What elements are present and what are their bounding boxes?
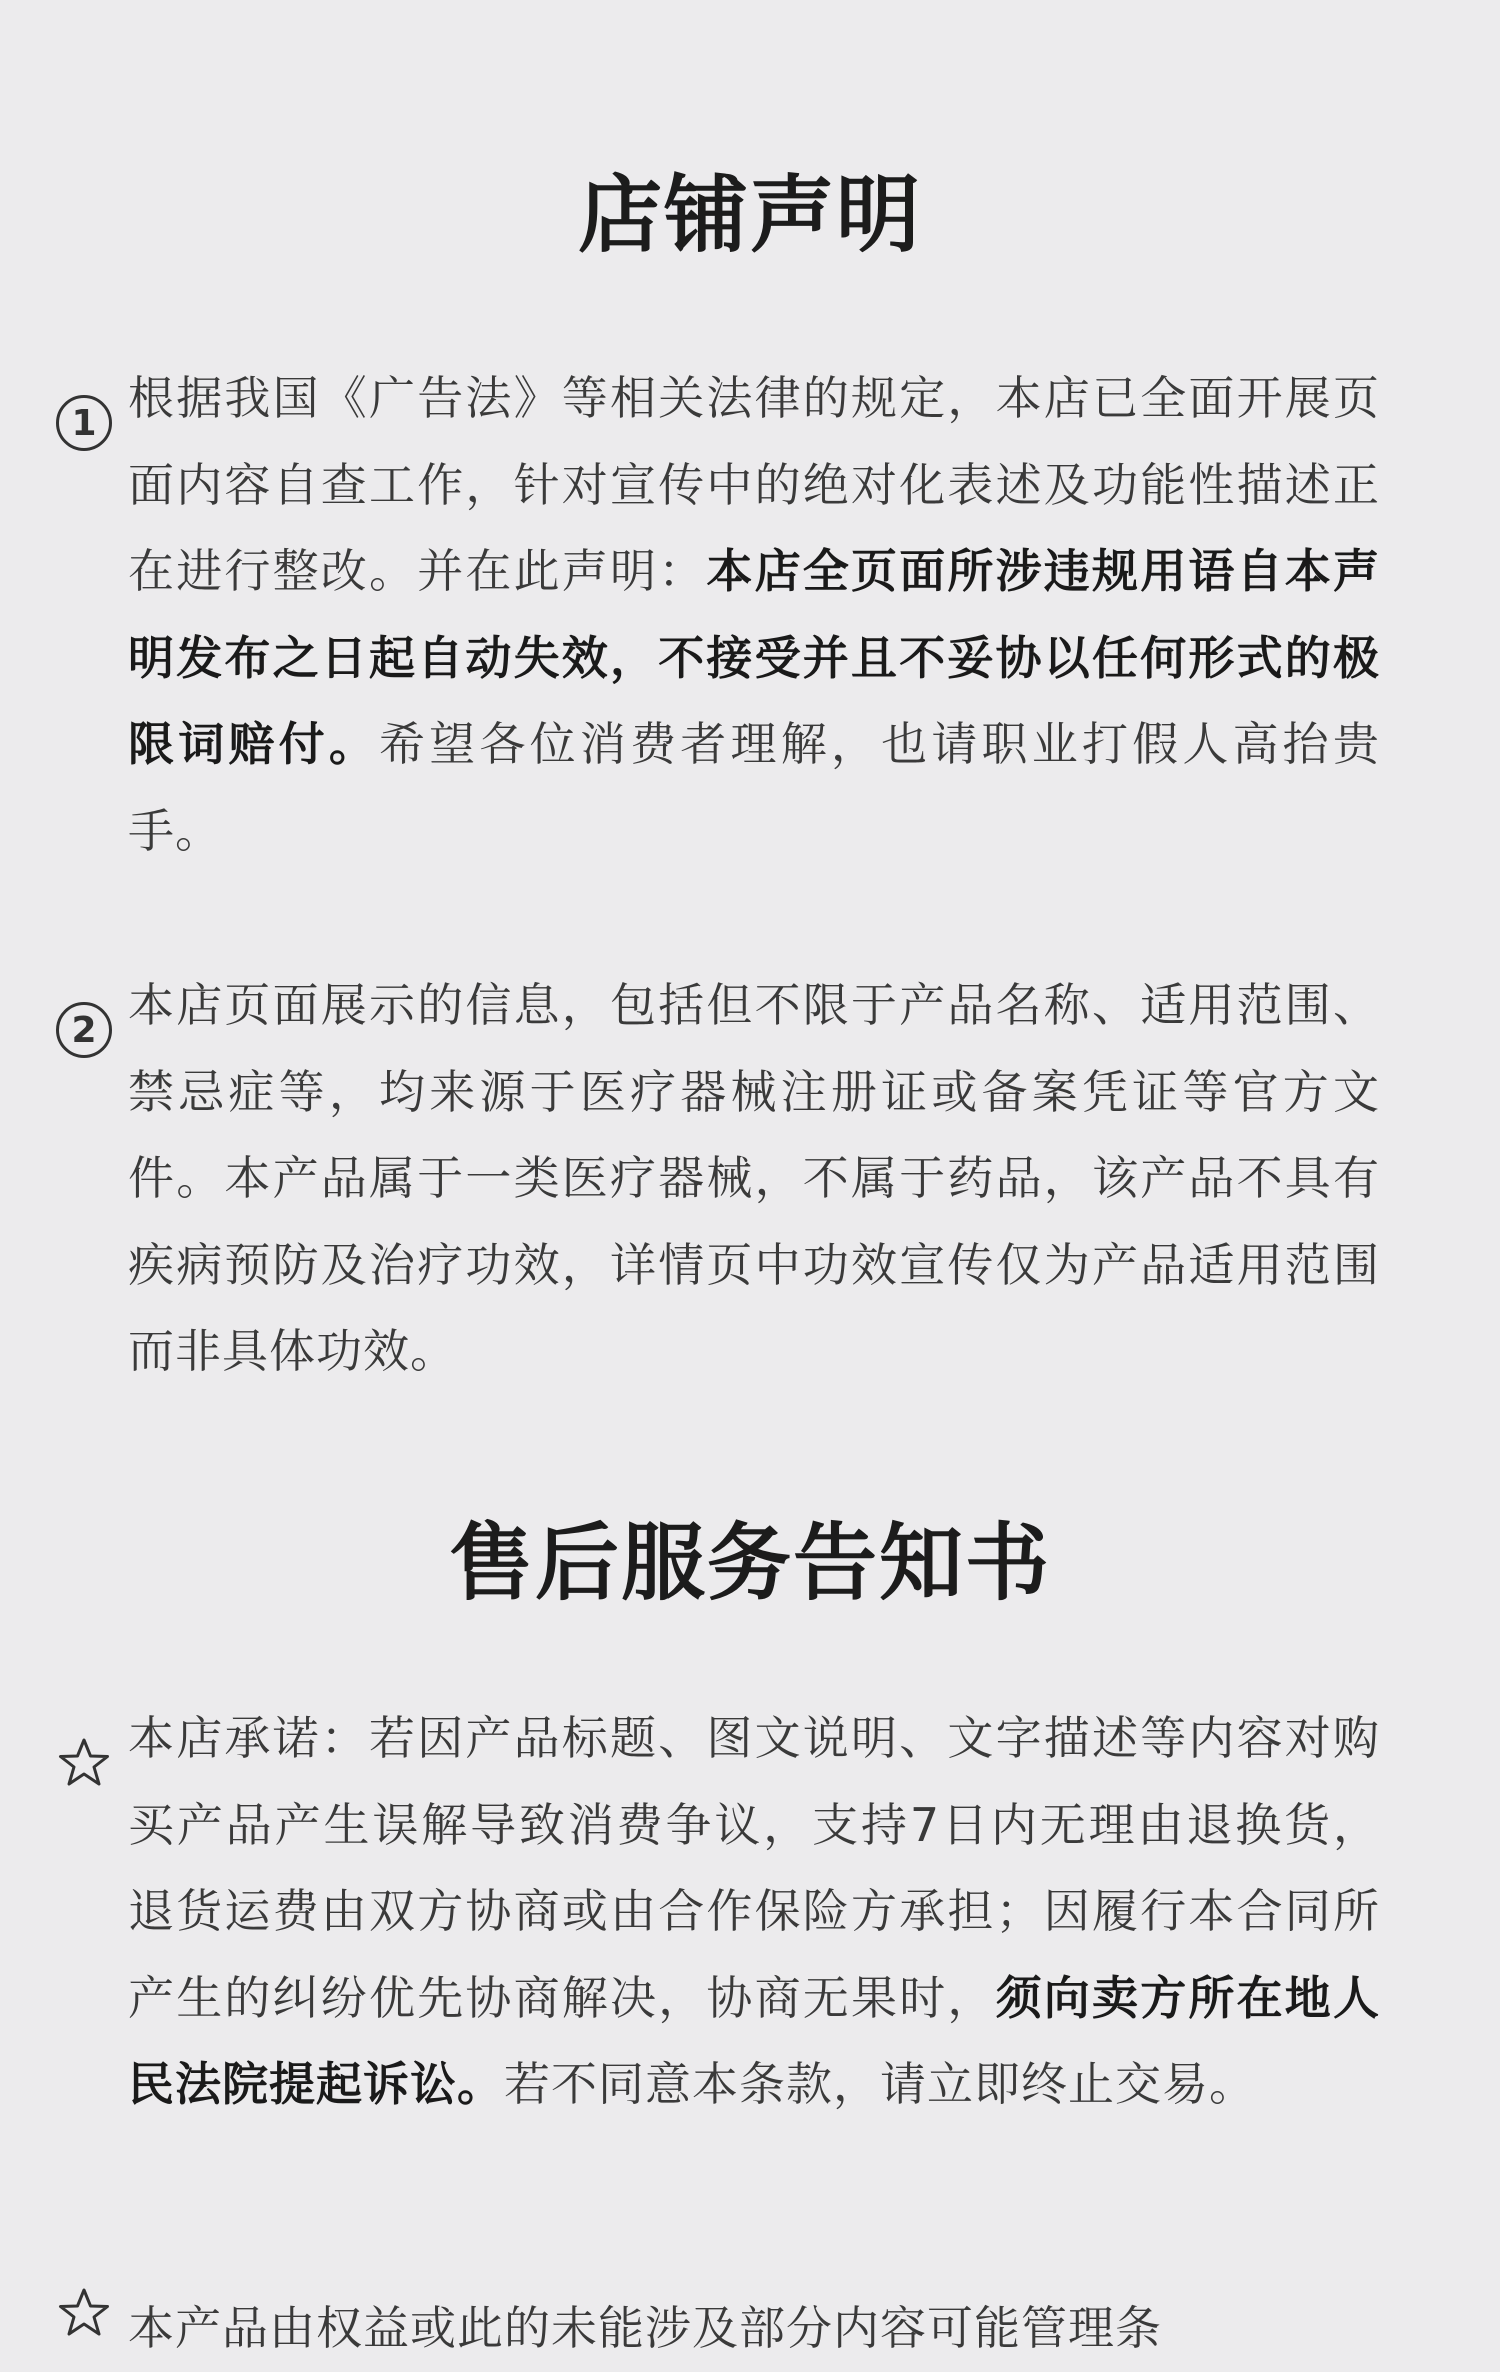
statement-item-1-text <box>128 355 1380 874</box>
star-icon <box>56 2285 112 2341</box>
after-sales-item-1-text-b: 若不同意本条款，请立即终止交易。 <box>504 2057 1256 2111</box>
after-sales-item-1-text-a: 本店承诺：若因产品标题、图文说明、文字描述等内容对购买产品产生误解导致消费争议，支持7日内无理由退换货，退货运费由双方协商或由合作保险方承担；因履行本合同所产生的纠纷优先协商解决，协商无果时， <box>128 1711 1380 2025</box>
after-sales-item-2-text: 本产品由权益或此的未能涉及部分内容可能管理条 <box>128 2301 1162 2355</box>
statement-item-1-text-a: 根据我国《广告法》等相关法律的规定，本店已全面开展页面内容自查工作，针对宣传中的绝对化表述及功能性描述正在进行整改。并在此声明： <box>128 371 1380 598</box>
after-sales-item-2-partial <box>0 2285 1500 2355</box>
after-sales-item-1-text <box>128 1695 1380 2128</box>
statement-item-2-text: 本店页面展示的信息，包括但不限于产品名称、适用范围、禁忌症等，均来源于医疗器械注册证或备案凭证等官方文件。本产品属于一类医疗器械，不属于药品，该产品不具有疾病预防及治疗功效，详情页中功效宣传仅为产品适用范围而非具体功效。 <box>128 978 1380 1378</box>
circled-number-2-icon: 2 <box>56 1002 112 1058</box>
after-sales-item-1-text-bold: 须向卖方所在地人民法院提起诉讼。 <box>128 1970 1381 2111</box>
statement-item-1-text-bold: 本店全页面所涉违规用语自本声明发布之日起自动失效，不接受并且不妥协以任何形式的极限词赔付。 <box>128 544 1381 771</box>
circled-number-1-icon: 1 <box>56 395 112 451</box>
after-sales-title: 售后服务告知书 <box>448 1514 1051 1612</box>
statement-item-1-text-b: 希望各位消费者理解，也请职业打假人高抬贵手。 <box>128 717 1381 858</box>
store-statement-title: 店铺声明 <box>577 166 922 264</box>
star-icon <box>56 1735 112 1791</box>
